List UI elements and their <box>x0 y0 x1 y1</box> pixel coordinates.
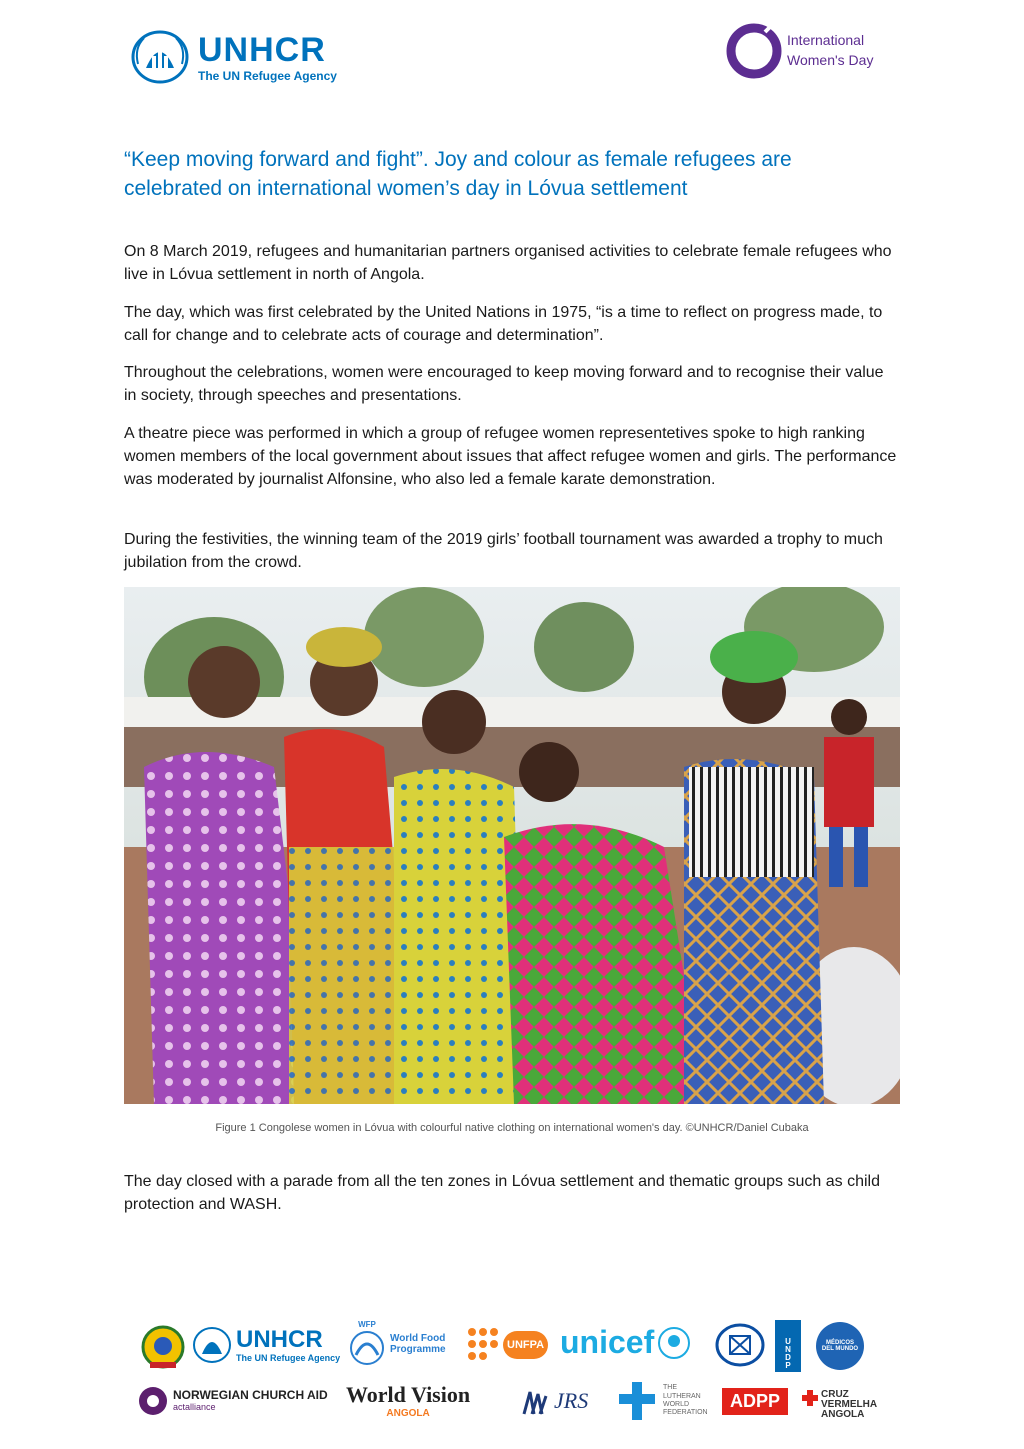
iwd-ring-icon <box>725 22 783 80</box>
unfpa-dots-icon <box>466 1326 500 1364</box>
wv-name: World Vision <box>346 1382 471 1407</box>
lwf-label: THE LUTHERAN WORLD FEDERATION <box>663 1384 708 1417</box>
cva-line-3: ANGOLA <box>821 1409 865 1420</box>
partner-unhcr-logo <box>192 1326 340 1364</box>
nca-emblem-icon <box>138 1386 168 1416</box>
cva-line-2: VERMELHA <box>821 1399 878 1410</box>
adpp-logo <box>722 1388 788 1415</box>
jrs-logo <box>520 1386 588 1416</box>
undp-logo <box>775 1320 801 1372</box>
unfpa-logo <box>466 1326 548 1364</box>
jrs-figures-icon <box>520 1386 550 1416</box>
paragraph-1: On 8 March 2019, refugees and humanitarian partners organised activities to celebrate female refugees who live in Lóvua settlement in north of Angola. <box>124 243 892 283</box>
figure-caption: Figure 1 Congolese women in Lóvua with colourful native clothing on international women's day. ©UNHCR/Daniel Cubaka <box>215 1122 809 1134</box>
paragraph-3: Throughout the celebrations, women were encouraged to keep moving forward and to recognise their value in society, through speeches and presentations. <box>124 364 884 404</box>
paragraph-4: A theatre piece was performed in which a group of refugee women representetives spoke to high ranking women members of the local government about issues that affect refugee women and girls. The performance was moderated by journalist Alfonsine, who also led a female karate demonstration. <box>124 425 897 488</box>
red-cross-icon <box>802 1390 818 1406</box>
iom-emblem-icon <box>714 1322 766 1368</box>
adpp-label: ADPP <box>722 1388 788 1415</box>
unicef-logo <box>560 1324 692 1361</box>
paragraph-5: During the festivities, the winning team of the 2019 girls’ football tournament was awarded a trophy to much jubilation from the crowd. <box>124 531 883 571</box>
nca-sub: actalliance <box>173 1401 216 1412</box>
cva-line-1: CRUZ <box>821 1389 849 1400</box>
lwf-logo <box>617 1380 711 1422</box>
wfp-top-label: WFP <box>358 1320 376 1329</box>
angola-emblem-icon <box>140 1322 186 1372</box>
partner-logos-row-2 <box>130 1376 890 1426</box>
medicos-logo <box>816 1322 864 1370</box>
paragraph-2: The day, which was first celebrated by the United Nations in 1975, “is a time to reflect on progress made, to call for change and to celebrate acts of courage and determination”. <box>124 304 883 344</box>
nca-name: NORWEGIAN CHURCH AID <box>173 1388 328 1403</box>
closing-paragraph: The day closed with a parade from all the ten zones in Lóvua settlement and thematic groups such as child protection and WASH. <box>124 1173 880 1213</box>
jrs-label: JRS <box>554 1388 589 1413</box>
iwd-line-2: Women's Day <box>787 52 874 68</box>
partner-unhcr-name: UNHCR <box>236 1325 323 1353</box>
angola-emblem-logo <box>140 1322 186 1372</box>
photo-illustration <box>124 587 900 1104</box>
wv-sub: ANGOLA <box>386 1408 430 1419</box>
lwf-cross-icon <box>617 1380 657 1422</box>
iwd-logo <box>725 22 873 80</box>
unhcr-logo <box>130 30 337 84</box>
world-vision-logo <box>346 1382 470 1419</box>
unhcr-emblem-icon <box>130 30 190 84</box>
article-headline: “Keep moving forward and fight”. Joy and colour as female refugees are celebrated on international women’s day in Lóvua settlement <box>124 148 792 200</box>
medicos-label: MÉDICOS DEL MUNDO <box>816 1322 864 1370</box>
wfp-logo <box>348 1320 460 1367</box>
iwd-line-1: International <box>787 32 865 49</box>
partner-unhcr-icon <box>192 1326 232 1364</box>
unfpa-label: UNFPA <box>503 1331 548 1359</box>
undp-label: UNDP <box>783 1337 793 1369</box>
partner-unhcr-tag: The UN Refugee Agency <box>236 1352 341 1363</box>
partner-logos-row-1 <box>130 1318 890 1378</box>
nca-logo <box>138 1386 328 1416</box>
event-photo <box>124 587 900 1104</box>
unicef-label: unicef <box>560 1324 655 1360</box>
unicef-globe-icon <box>656 1325 692 1361</box>
wfp-emblem-icon <box>348 1329 386 1367</box>
org-name: UNHCR <box>198 30 326 69</box>
cruz-vermelha-logo <box>802 1376 877 1420</box>
iom-logo <box>714 1322 766 1368</box>
org-tagline: The UN Refugee Agency <box>198 68 337 83</box>
wfp-name: World Food Programme <box>390 1332 446 1355</box>
